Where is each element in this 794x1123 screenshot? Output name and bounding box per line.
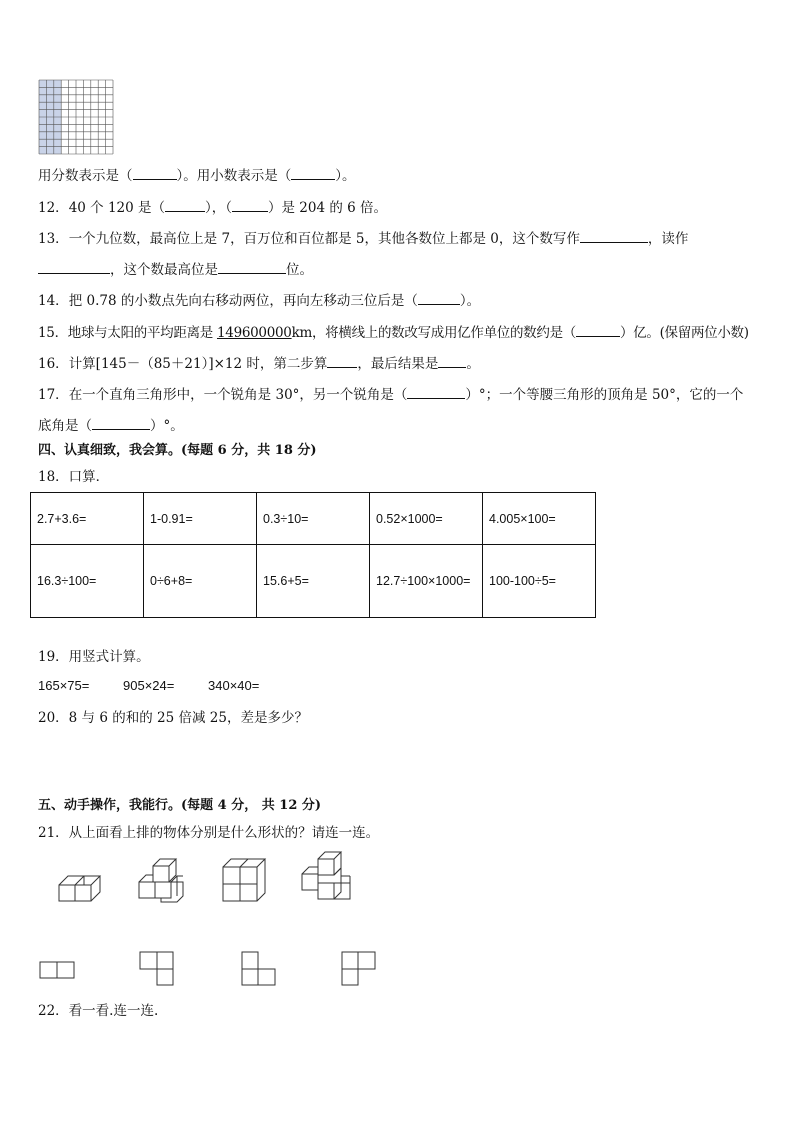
- q15-text-c: ）亿。(保留两位小数): [619, 325, 749, 341]
- q13-text-d: 位。: [286, 262, 313, 278]
- q11-text-b: ）。用小数表示是（: [176, 168, 292, 184]
- q15-text-a: 地球与太阳的平均距离是: [67, 325, 217, 341]
- q17-text-d: ）°。: [150, 418, 184, 434]
- table-cell: 1-0.91=: [144, 493, 257, 545]
- q13-line-2: [38, 260, 313, 279]
- q12-number: 12．: [38, 200, 69, 216]
- q14-number: 14．: [38, 293, 69, 309]
- q16-line: [38, 354, 480, 373]
- table-cell: 15.6+5=: [257, 545, 370, 618]
- q19-item-2: 905×24=: [123, 678, 175, 693]
- q19-item-1: 165×75=: [38, 678, 90, 693]
- q13-number: 13．: [38, 231, 69, 247]
- table-row: [31, 545, 596, 618]
- q11-text-c: ）。: [335, 168, 356, 184]
- solid-figure-4[interactable]: [298, 850, 356, 904]
- q17-text-c: 底角是（: [38, 418, 92, 434]
- table-cell: 4.005×100=: [483, 493, 596, 545]
- table-cell-text: 12.7÷100×1000=: [376, 574, 471, 588]
- q11-text-a: 用分数表示是（: [38, 168, 133, 184]
- q16-text-b: ，最后结果是: [357, 356, 439, 372]
- q14-text-a: 把 0.78 的小数点先向右移动两位，再向左移动三位后是（: [68, 293, 418, 309]
- top-view-2[interactable]: [138, 951, 176, 987]
- section-4-heading: 四、认真细致，我会算。(每题 6 分，共 18 分): [38, 443, 317, 458]
- hundred-grid: [38, 79, 114, 155]
- q14-text-b: ）。: [459, 293, 481, 309]
- table-cell: 16.3÷100=: [31, 545, 144, 618]
- q22-text: 22．看一看.连一连.: [38, 1003, 159, 1019]
- q18-title: 18．口算．: [38, 469, 110, 485]
- q12-line: [38, 198, 387, 217]
- q16-number: 16．: [38, 356, 69, 372]
- q13-place-blank[interactable]: [218, 260, 286, 274]
- q15-blank[interactable]: [576, 323, 620, 337]
- q11-fraction-blank[interactable]: [133, 166, 177, 180]
- q12-blank-1[interactable]: [165, 198, 205, 212]
- table-row: [31, 493, 596, 545]
- q14-line: [38, 291, 480, 310]
- top-view-1[interactable]: [39, 960, 77, 980]
- q13-text-a: 一个九位数，最高位上是 7，百万位和百位都是 5，其他各数位上都是 0，这个数写作: [68, 231, 580, 247]
- q12-blank-2[interactable]: [232, 198, 268, 212]
- q17-number: 17．: [38, 387, 69, 403]
- q11-line: [38, 166, 356, 185]
- q13-written-blank[interactable]: [580, 229, 648, 243]
- q12-text-a: 40 个 120 是（: [68, 200, 166, 216]
- table-cell: 0.52×1000=: [370, 493, 483, 545]
- solid-figure-3[interactable]: [220, 856, 268, 904]
- q17-line-1: [38, 385, 743, 404]
- q17-text-b: ）°；一个等腰三角形的顶角是 50°，它的一个: [465, 387, 744, 403]
- table-cell: 2.7+3.6=: [31, 493, 144, 545]
- q13-line-1: [38, 229, 688, 248]
- q16-text-c: 。: [466, 356, 480, 372]
- q20-text: 20．8 与 6 的和的 25 倍减 25，差是多少？: [38, 710, 308, 726]
- top-view-4[interactable]: [340, 951, 378, 987]
- q13-read-blank[interactable]: [38, 260, 110, 274]
- table-cell: [370, 545, 483, 618]
- q16-text-a: 计算[145－（85＋21）]×12 时，第二步算: [68, 356, 328, 372]
- q16-result-blank[interactable]: [438, 354, 466, 368]
- table-cell: 0.3÷10=: [257, 493, 370, 545]
- section-5-heading: 五、动手操作，我能行。(每题 4 分， 共 12 分): [38, 798, 322, 813]
- q15-line: [38, 323, 749, 342]
- q14-blank[interactable]: [418, 291, 460, 305]
- q15-text-b: km，将横线上的数改写成用亿作单位的数约是（: [291, 325, 576, 341]
- q16-step-blank[interactable]: [327, 354, 357, 368]
- q17-text-a: 在一个直角三角形中，一个锐角是 30°，另一个锐角是（: [68, 387, 408, 403]
- q17-base-angle-blank[interactable]: [92, 416, 150, 430]
- table-cell: 0÷6+8=: [144, 545, 257, 618]
- q15-number: 15．: [38, 325, 68, 341]
- q21-text: 21．从上面看上排的物体分别是什么形状的？请连一连。: [38, 825, 380, 841]
- q17-angle-blank[interactable]: [407, 385, 465, 399]
- q11-decimal-blank[interactable]: [291, 166, 335, 180]
- solid-figure-2[interactable]: [135, 855, 187, 905]
- q17-line-2: [38, 416, 184, 435]
- q13-text-c: ，这个数最高位是: [110, 262, 218, 278]
- q19-title: 19．用竖式计算。: [38, 649, 150, 665]
- solid-figure-1[interactable]: [55, 868, 105, 904]
- top-view-3[interactable]: [240, 951, 278, 987]
- mental-math-table: [30, 492, 596, 618]
- q15-underlined-number: 149600000: [216, 325, 292, 341]
- q12-text-c: ）是 204 的 6 倍。: [268, 200, 388, 216]
- q19-item-3: 340×40=: [208, 678, 260, 693]
- table-cell: 100-100÷5=: [483, 545, 596, 618]
- q12-text-b: ），（: [205, 200, 233, 216]
- q13-text-b: ，读作: [647, 231, 689, 247]
